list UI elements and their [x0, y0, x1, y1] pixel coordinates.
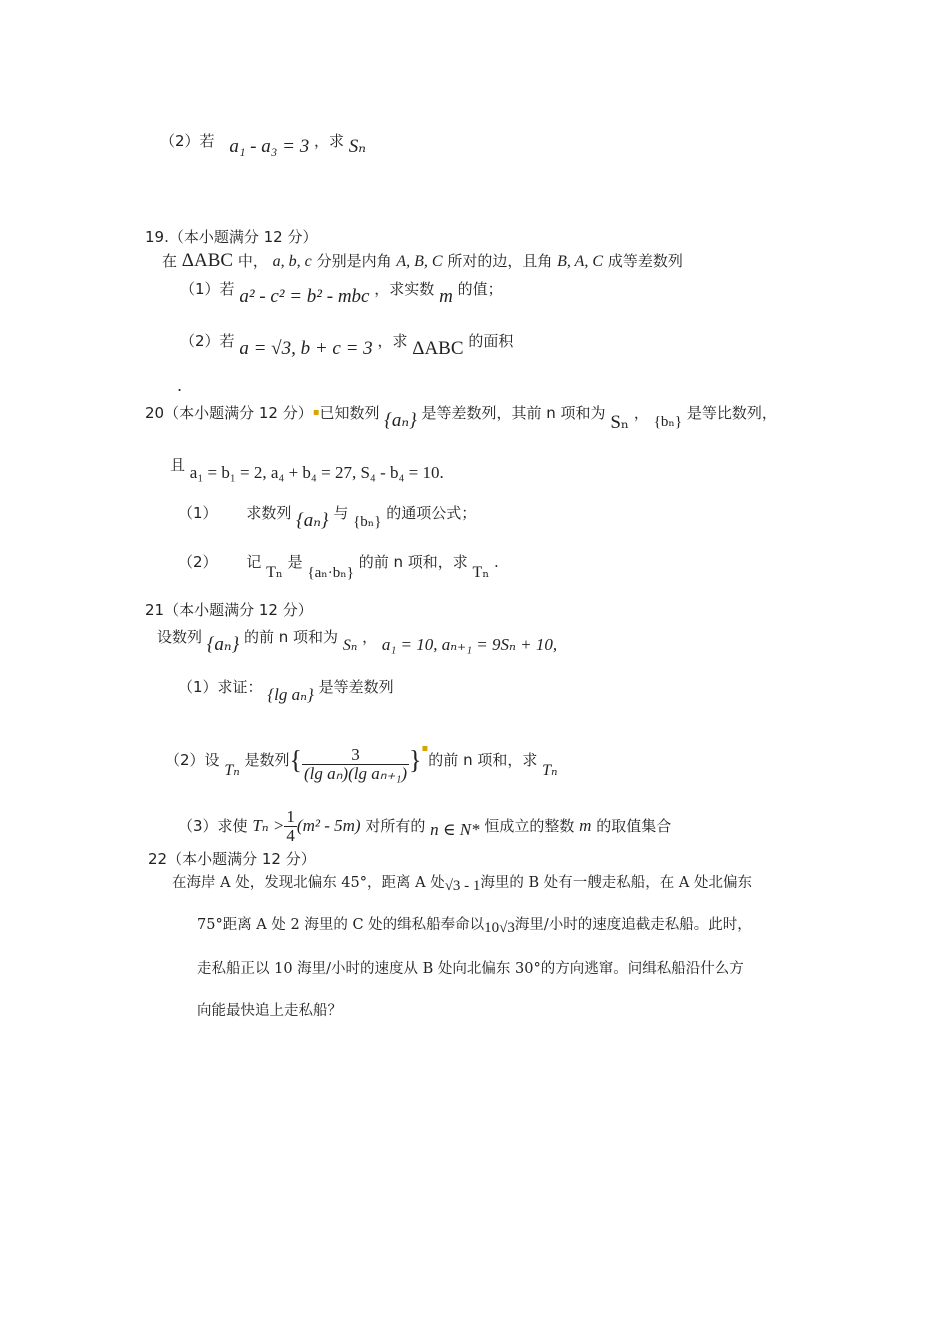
q22-line1-math: √3 - 1: [444, 878, 481, 894]
q21-frac-den: (lg aₙ)(lg aₙ₊₁): [304, 764, 408, 783]
q21-brace-close: }: [409, 745, 422, 775]
q20-p2-tn: Tₙ: [472, 564, 490, 581]
q19-p2-mid: ，求: [377, 332, 408, 350]
q20-condition: [170, 454, 444, 482]
q20-seq-b: {bₙ}: [653, 414, 683, 430]
q21-p3-cond: n ∈ N*: [430, 820, 480, 839]
q19-sides: a, b, c: [272, 253, 312, 270]
q22-line1: [172, 872, 752, 894]
q21-p3-fraction: [284, 808, 297, 845]
q22-line1-b: 海里的 B 处有一艘走私船，在 A 处北偏东: [480, 875, 752, 891]
q22-line2-a: 75°距离 A 处 2 海里的 C 处的缉私船奉命以: [197, 917, 485, 933]
q21-tn: Tₙ: [224, 762, 240, 779]
q18-part2-math: a₁ - a₃ = 3: [229, 136, 310, 157]
q21-part3: [178, 808, 671, 845]
anchor-mark-icon: ▪: [312, 407, 320, 418]
q19-part2: [180, 330, 514, 359]
q22-line3: 走私船正以 10 海里/小时的速度从 B 处向北偏东 30°的方向逃窜。问缉私船沿什么方: [197, 961, 744, 977]
q21-p3-end: 的取值集合: [596, 817, 672, 835]
q21-intro-a: 设数列: [157, 628, 203, 646]
q21-p2-tn: Tₙ: [542, 762, 558, 779]
q21-header: 21（本小题满分 12 分）: [145, 601, 313, 619]
q20-tn: Tₙ: [266, 564, 283, 581]
q21-part1: [178, 676, 394, 704]
q20-p1-and: 与: [333, 504, 349, 522]
q21-sn: Sₙ: [342, 637, 358, 654]
q21-seq-a: {aₙ}: [206, 634, 240, 655]
q20-seq-ab: {aₙ·bₙ}: [307, 565, 354, 581]
q20-p2-a: 记: [246, 553, 262, 571]
q19-p2-math: a = √3, b + c = 3: [239, 338, 373, 359]
q20-p1-a: 求数列: [246, 504, 292, 522]
q19-intro-mid3: 所对的边，且角: [447, 252, 553, 270]
q22-line2: [197, 914, 752, 936]
q20-cond-math: a₁ = b₁ = 2, a₄ + b₄ = 27, S₄ - b₄ = 10.: [189, 463, 444, 482]
q21-part2: [165, 738, 558, 783]
q19-intro: [162, 250, 683, 273]
q21-p3-math-a: Tₙ >: [252, 816, 285, 835]
q20-seq-a: {aₙ}: [384, 410, 417, 431]
q20-p1-end: 的通项公式；: [386, 504, 477, 522]
q19-intro-pre: 在: [162, 252, 178, 270]
q21-p1-end: 是等差数列: [318, 678, 394, 696]
q22-header: 22（本小题满分 12 分）: [148, 850, 316, 868]
q20-comma: ，: [633, 404, 649, 422]
q20-line1: [145, 402, 777, 433]
q18-part2-end: ，求: [313, 132, 344, 150]
q21-intro: [157, 626, 558, 655]
q20-cond-pre: 且: [170, 456, 186, 474]
q20-p1-seq-a: {aₙ}: [296, 510, 329, 531]
q21-p3-math-b: (m² - 5m): [296, 816, 361, 835]
q19-part1: [180, 278, 503, 307]
q22-line4: 向能最快追上走私船？: [197, 1003, 342, 1019]
q21-p3-frac-num: 1: [286, 807, 295, 826]
q19-intro-mid: 中，: [237, 252, 268, 270]
q19-intro-end: 成等差数列: [607, 252, 683, 270]
q21-intro-c: ，: [362, 628, 378, 646]
q22-line2-math: 10√3: [484, 920, 515, 936]
q20-p1-label: （1）: [178, 504, 218, 522]
q20-sn: Sₙ: [610, 412, 630, 433]
q19-header: 19.（本小题满分 12 分）: [145, 228, 318, 246]
q19-p2-end: 的面积: [468, 332, 514, 350]
q21-p1-label: （1）求证：: [178, 678, 263, 696]
q19-p2-triangle: ΔABC: [412, 338, 464, 359]
q21-p3-label: （3）求使: [178, 817, 248, 835]
q19-p1-mid: ，求实数: [374, 280, 435, 298]
q20-intro-c: 是等比数列，: [686, 404, 777, 422]
q20-p2-is: 是: [287, 553, 303, 571]
q21-p1-seq: {lg aₙ}: [267, 685, 314, 704]
q21-p3-frac-den: 4: [286, 826, 295, 845]
q19-angles: A, B, C: [396, 253, 443, 270]
q19-p2-label: （2）若: [180, 332, 235, 350]
q21-p2-label: （2）设: [165, 751, 220, 769]
q21-p3-mid: 对所有的: [365, 817, 426, 835]
q19-dot: .: [177, 376, 183, 395]
q20-intro-a: 已知数列: [319, 404, 380, 422]
anchor-mark-icon: ▪: [421, 743, 429, 754]
q19-triangle: ΔABC: [181, 250, 234, 271]
q21-p3-mid2: 恒成立的整数: [484, 817, 575, 835]
q19-p1-end: 的值；: [457, 280, 503, 298]
q22-line1-a: 在海岸 A 处，发现北偏东 45°，距离 A 处: [172, 875, 445, 891]
q21-p2-is: 是数列: [244, 751, 290, 769]
q18-part2-label: （2）若: [160, 132, 215, 150]
q21-cond-math: a₁ = 10, aₙ₊₁ = 9Sₙ + 10,: [381, 635, 558, 654]
q19-p1-label: （1）若: [180, 280, 235, 298]
q20-part1: [178, 502, 477, 531]
q20-p2-label: （2）: [178, 553, 218, 571]
q21-fraction: [302, 746, 409, 783]
q21-brace-open: {: [289, 745, 302, 775]
q20-header: 20（本小题满分 12 分）: [145, 404, 313, 422]
q21-p2-mid: 的前 n 项和，求: [428, 751, 538, 769]
q21-intro-b: 的前 n 项和为: [243, 628, 339, 646]
q20-intro-b: 是等差数列，其前 n 项和为: [421, 404, 606, 422]
q18-part2-target: Sₙ: [348, 136, 366, 157]
q19-angles2: B, A, C: [557, 253, 604, 270]
q19-intro-mid2: 分别是内角: [316, 252, 392, 270]
q20-p1-seq-b: {bₙ}: [353, 514, 382, 530]
q18-part2-line: [160, 130, 366, 157]
q21-p3-var: m: [579, 816, 592, 835]
q21-frac-num: 3: [351, 745, 360, 764]
q19-p1-math: a² - c² = b² - mbc: [239, 286, 370, 307]
q19-p1-var: m: [439, 286, 453, 307]
q22-line2-b: 海里/小时的速度追截走私船。此时，: [514, 917, 752, 933]
q20-part2: [178, 551, 499, 581]
q20-p2-end: .: [494, 553, 499, 571]
q20-p2-mid: 的前 n 项和，求: [358, 553, 468, 571]
